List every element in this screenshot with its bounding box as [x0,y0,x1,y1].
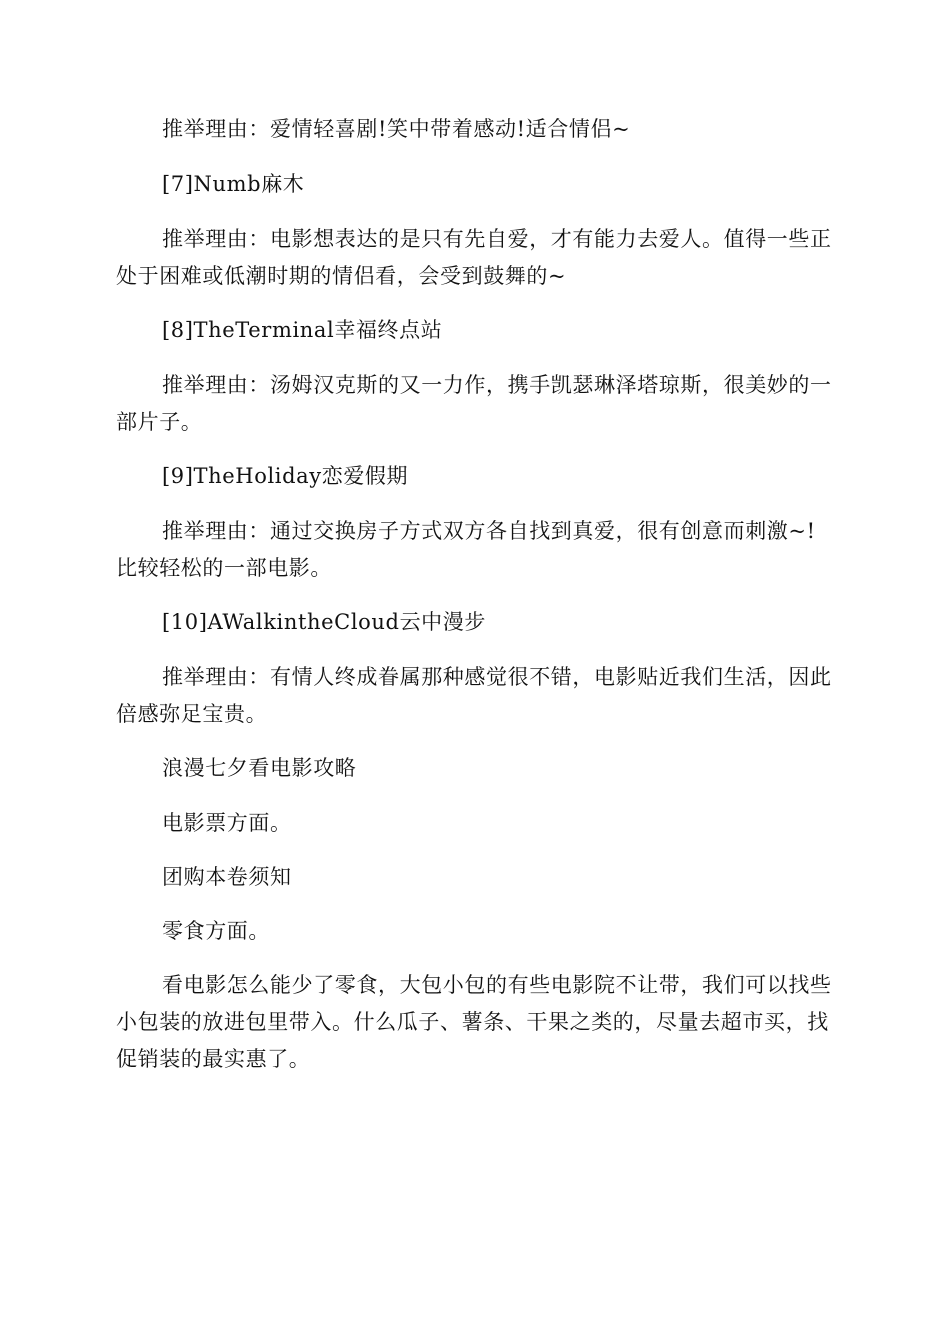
heading-movie-10: [10]AWalkintheCloud云中漫步 [162,610,486,634]
heading-movie-9: [9]TheHoliday恋爱假期 [162,464,409,488]
paragraph-reason-6: 推举理由：爱情轻喜剧!笑中带着感动!适合情侣~ [162,117,631,141]
paragraph-reason-10: 推举理由：有情人终成眷属那种感觉很不错，电影贴近我们生活，因此倍感弥足宝贵。 [116,665,832,726]
heading-movie-8: [8]TheTerminal幸福终点站 [162,318,443,342]
paragraph-reason-8: 推举理由：汤姆汉克斯的又一力作，携手凯瑟琳泽塔琼斯，很美妙的一部片子。 [116,373,832,434]
section-heading-tickets: 电影票方面。 [162,811,292,835]
paragraph-reason-7: 推举理由：电影想表达的是只有先自爱，才有能力去爱人。值得一些正处于困难或低潮时期的情侣看，会受到鼓舞的~ [116,227,832,288]
section-heading-guide: 浪漫七夕看电影攻略 [162,756,357,780]
paragraph-snacks: 看电影怎么能少了零食，大包小包的有些电影院不让带，我们可以找些小包装的放进包里带入。什么瓜子、薯条、干果之类的，尽量去超市买，找促销装的最实惠了。 [116,973,832,1071]
heading-movie-7: [7]Numb麻木 [162,172,305,196]
section-heading-snacks: 零食方面。 [162,919,270,943]
section-heading-groupbuy: 团购本卷须知 [162,865,292,889]
paragraph-reason-9: 推举理由：通过交换房子方式双方各自找到真爱，很有创意而刺激~!比较轻松的一部电影。 [116,519,816,580]
